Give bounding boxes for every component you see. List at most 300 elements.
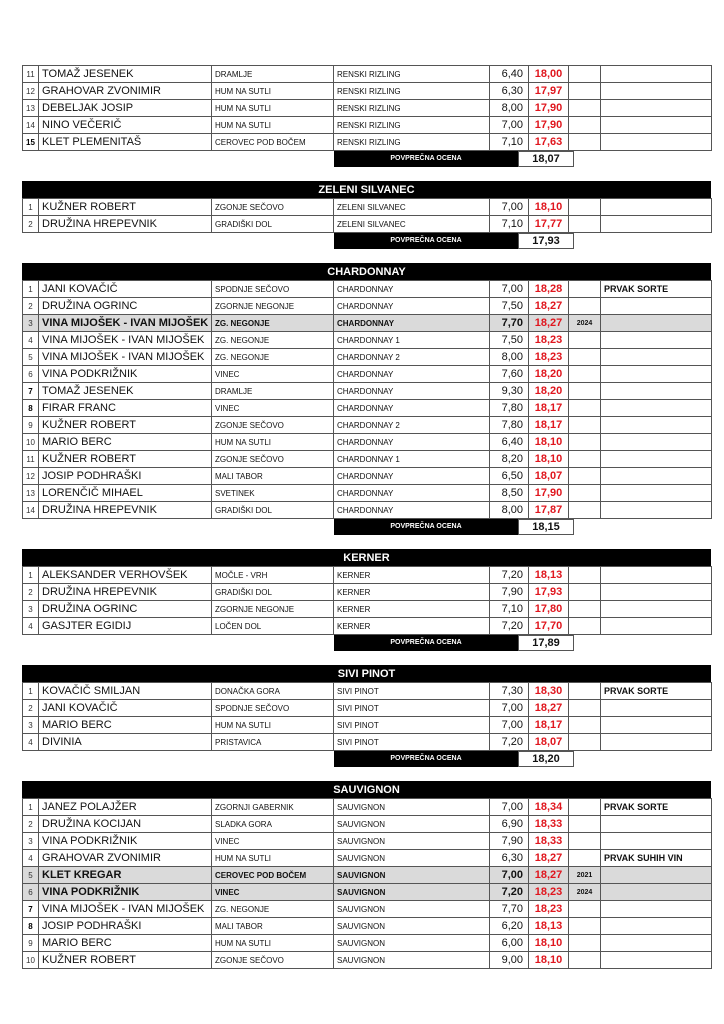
wine-score: 18,23 (529, 884, 569, 901)
wine-score: 18,17 (529, 400, 569, 417)
producer-name: KUŽNER ROBERT (39, 199, 212, 216)
producer-place: ZGONJE SEČOVO (212, 417, 334, 434)
table-row (23, 451, 712, 468)
producer-name: VINA PODKRIŽNIK (39, 833, 212, 850)
wine-variety: SAUVIGNON (334, 884, 490, 901)
producer-place: HUM NA SUTLI (212, 717, 334, 734)
table-row (23, 216, 712, 233)
producer-name: KUŽNER ROBERT (39, 417, 212, 434)
row-number: 11 (23, 66, 39, 83)
award-label (601, 584, 712, 601)
producer-place: ZG. NEGONJE (212, 315, 334, 332)
alcohol-content: 9,30 (490, 383, 529, 400)
table-row (23, 683, 712, 700)
award-label (601, 434, 712, 451)
wine-variety: ZELENI SILVANEC (334, 216, 490, 233)
variety-header: SIVI PINOT (22, 665, 711, 682)
table-row (23, 134, 712, 151)
producer-place: HUM NA SUTLI (212, 935, 334, 952)
wine-variety: SIVI PINOT (334, 717, 490, 734)
alcohol-content: 7,10 (490, 601, 529, 618)
wine-score: 18,13 (529, 567, 569, 584)
vintage-year (569, 918, 601, 935)
alcohol-content: 7,00 (490, 117, 529, 134)
vintage-year (569, 83, 601, 100)
wine-variety: SAUVIGNON (334, 952, 490, 969)
award-label (601, 451, 712, 468)
producer-name: JANI KOVAČIČ (39, 281, 212, 298)
alcohol-content: 7,80 (490, 400, 529, 417)
producer-name: VINA MIJOŠEK - IVAN MIJOŠEK (39, 349, 212, 366)
award-label (601, 502, 712, 519)
award-label (601, 734, 712, 751)
award-label (601, 918, 712, 935)
wine-variety: SIVI PINOT (334, 700, 490, 717)
alcohol-content: 8,00 (490, 100, 529, 117)
award-label (601, 935, 712, 952)
row-number: 1 (23, 567, 39, 584)
producer-place: HUM NA SUTLI (212, 117, 334, 134)
row-number: 12 (23, 468, 39, 485)
row-number: 2 (23, 816, 39, 833)
row-number: 1 (23, 799, 39, 816)
wine-score: 17,90 (529, 100, 569, 117)
row-number: 7 (23, 383, 39, 400)
row-number: 4 (23, 850, 39, 867)
producer-place: HUM NA SUTLI (212, 83, 334, 100)
alcohol-content: 7,00 (490, 199, 529, 216)
vintage-year (569, 216, 601, 233)
average-score: 18,15 (518, 519, 574, 535)
table-row (23, 66, 712, 83)
vintage-year (569, 717, 601, 734)
table-row (23, 332, 712, 349)
producer-name: TOMAŽ JESENEK (39, 383, 212, 400)
alcohol-content: 8,00 (490, 502, 529, 519)
award-label (601, 383, 712, 400)
producer-name: DRUŽINA HREPEVNIK (39, 216, 212, 233)
table-row (23, 315, 712, 332)
table-row (23, 199, 712, 216)
wine-variety: CHARDONNAY 2 (334, 349, 490, 366)
vintage-year (569, 349, 601, 366)
alcohol-content: 7,80 (490, 417, 529, 434)
wine-variety: SAUVIGNON (334, 901, 490, 918)
alcohol-content: 8,20 (490, 451, 529, 468)
table-row (23, 468, 712, 485)
producer-place: ZG. NEGONJE (212, 332, 334, 349)
table-row (23, 850, 712, 867)
results-table (22, 682, 712, 751)
wine-variety: KERNER (334, 618, 490, 635)
row-number: 9 (23, 935, 39, 952)
table-row (23, 100, 712, 117)
producer-place: DRAMLJE (212, 383, 334, 400)
producer-place: VINEC (212, 833, 334, 850)
producer-name: JANEZ POLAJŽER (39, 799, 212, 816)
row-number: 3 (23, 601, 39, 618)
producer-place: ZGORNJE NEGONJE (212, 298, 334, 315)
average-row (22, 151, 711, 167)
award-label: PRVAK SORTE (601, 683, 712, 700)
wine-variety: CHARDONNAY (334, 315, 490, 332)
wine-score: 17,93 (529, 584, 569, 601)
table-row (23, 918, 712, 935)
award-label (601, 816, 712, 833)
wine-variety: SIVI PINOT (334, 734, 490, 751)
alcohol-content: 7,00 (490, 281, 529, 298)
average-row (22, 635, 711, 651)
wine-variety: SIVI PINOT (334, 683, 490, 700)
wine-variety: CHARDONNAY 2 (334, 417, 490, 434)
row-number: 1 (23, 199, 39, 216)
producer-name: DRUŽINA HREPEVNIK (39, 584, 212, 601)
vintage-year (569, 451, 601, 468)
wine-score: 18,20 (529, 383, 569, 400)
wine-score: 18,13 (529, 918, 569, 935)
table-row (23, 281, 712, 298)
variety-section (22, 181, 711, 249)
wine-variety: SAUVIGNON (334, 850, 490, 867)
vintage-year (569, 199, 601, 216)
alcohol-content: 6,40 (490, 66, 529, 83)
vintage-year: 2024 (569, 315, 601, 332)
alcohol-content: 7,20 (490, 884, 529, 901)
row-number: 9 (23, 417, 39, 434)
award-label (601, 468, 712, 485)
wine-score: 18,23 (529, 349, 569, 366)
table-row (23, 366, 712, 383)
vintage-year (569, 66, 601, 83)
wine-variety: SAUVIGNON (334, 935, 490, 952)
table-row (23, 349, 712, 366)
wine-score: 18,30 (529, 683, 569, 700)
award-label (601, 952, 712, 969)
row-number: 2 (23, 216, 39, 233)
producer-place: VINEC (212, 884, 334, 901)
producer-place: VINEC (212, 366, 334, 383)
row-number: 4 (23, 734, 39, 751)
wine-score: 18,23 (529, 901, 569, 918)
row-number: 6 (23, 366, 39, 383)
row-number: 12 (23, 83, 39, 100)
producer-place: DRAMLJE (212, 66, 334, 83)
row-number: 5 (23, 349, 39, 366)
wine-score: 18,10 (529, 935, 569, 952)
results-table (22, 798, 712, 969)
wine-score: 18,10 (529, 199, 569, 216)
producer-place: SLADKA GORA (212, 816, 334, 833)
table-row (23, 901, 712, 918)
variety-section (22, 665, 711, 767)
wine-variety: RENSKI RIZLING (334, 83, 490, 100)
wine-variety: RENSKI RIZLING (334, 134, 490, 151)
producer-place: CEROVEC POD BOČEM (212, 134, 334, 151)
vintage-year (569, 567, 601, 584)
producer-name: JANI KOVAČIČ (39, 700, 212, 717)
producer-name: MARIO BERC (39, 717, 212, 734)
variety-section (22, 65, 711, 167)
average-label: POVPREČNA OCENA (334, 151, 518, 167)
wine-score: 18,23 (529, 332, 569, 349)
wine-score: 18,20 (529, 366, 569, 383)
row-number: 8 (23, 400, 39, 417)
vintage-year (569, 683, 601, 700)
alcohol-content: 7,00 (490, 717, 529, 734)
row-number: 3 (23, 833, 39, 850)
wine-variety: CHARDONNAY (334, 366, 490, 383)
award-label: PRVAK SORTE (601, 799, 712, 816)
table-row (23, 434, 712, 451)
alcohol-content: 7,30 (490, 683, 529, 700)
alcohol-content: 7,10 (490, 134, 529, 151)
alcohol-content: 7,10 (490, 216, 529, 233)
alcohol-content: 7,60 (490, 366, 529, 383)
alcohol-content: 6,20 (490, 918, 529, 935)
row-number: 13 (23, 485, 39, 502)
results-table (22, 65, 712, 151)
table-row (23, 83, 712, 100)
wine-score: 17,80 (529, 601, 569, 618)
producer-place: ZG. NEGONJE (212, 901, 334, 918)
producer-place: SPODNJE SEČOVO (212, 700, 334, 717)
producer-place: CEROVEC POD BOČEM (212, 867, 334, 884)
producer-name: MARIO BERC (39, 434, 212, 451)
alcohol-content: 7,00 (490, 700, 529, 717)
wine-variety: KERNER (334, 601, 490, 618)
producer-name: TOMAŽ JESENEK (39, 66, 212, 83)
producer-name: GRAHOVAR ZVONIMIR (39, 83, 212, 100)
average-row (22, 233, 711, 249)
alcohol-content: 7,00 (490, 867, 529, 884)
award-label (601, 833, 712, 850)
producer-name: DIVINIA (39, 734, 212, 751)
variety-section (22, 549, 711, 651)
alcohol-content: 7,00 (490, 799, 529, 816)
wine-variety: RENSKI RIZLING (334, 66, 490, 83)
average-score: 17,89 (518, 635, 574, 651)
results-table (22, 198, 712, 233)
wine-results-document (22, 65, 711, 969)
wine-score: 18,28 (529, 281, 569, 298)
producer-name: KUŽNER ROBERT (39, 451, 212, 468)
row-number: 2 (23, 700, 39, 717)
table-row (23, 502, 712, 519)
table-row (23, 734, 712, 751)
award-label (601, 332, 712, 349)
award-label (601, 216, 712, 233)
producer-place: MALI TABOR (212, 918, 334, 935)
producer-place: HUM NA SUTLI (212, 434, 334, 451)
wine-variety: SAUVIGNON (334, 816, 490, 833)
table-row (23, 584, 712, 601)
alcohol-content: 6,30 (490, 850, 529, 867)
average-label: POVPREČNA OCENA (334, 233, 518, 249)
vintage-year (569, 601, 601, 618)
wine-variety: SAUVIGNON (334, 918, 490, 935)
alcohol-content: 8,50 (490, 485, 529, 502)
vintage-year (569, 134, 601, 151)
vintage-year (569, 485, 601, 502)
producer-place: LOČEN DOL (212, 618, 334, 635)
vintage-year (569, 100, 601, 117)
producer-place: GRADIŠKI DOL (212, 502, 334, 519)
alcohol-content: 7,20 (490, 567, 529, 584)
producer-place: VINEC (212, 400, 334, 417)
producer-name: NINO VEČERIČ (39, 117, 212, 134)
row-number: 1 (23, 281, 39, 298)
wine-variety: SAUVIGNON (334, 799, 490, 816)
award-label (601, 867, 712, 884)
table-row (23, 952, 712, 969)
producer-name: VINA MIJOŠEK - IVAN MIJOŠEK (39, 901, 212, 918)
wine-variety: CHARDONNAY 1 (334, 332, 490, 349)
average-score: 17,93 (518, 233, 574, 249)
vintage-year (569, 700, 601, 717)
wine-score: 17,90 (529, 485, 569, 502)
row-number: 3 (23, 717, 39, 734)
average-score: 18,07 (518, 151, 574, 167)
wine-variety: ZELENI SILVANEC (334, 199, 490, 216)
producer-name: KOVAČIČ SMILJAN (39, 683, 212, 700)
award-label (601, 618, 712, 635)
producer-name: KUŽNER ROBERT (39, 952, 212, 969)
table-row (23, 400, 712, 417)
producer-name: DEBELJAK JOSIP (39, 100, 212, 117)
wine-variety: SAUVIGNON (334, 833, 490, 850)
producer-name: ALEKSANDER VERHOVŠEK (39, 567, 212, 584)
wine-score: 17,63 (529, 134, 569, 151)
award-label (601, 601, 712, 618)
producer-name: VINA MIJOŠEK - IVAN MIJOŠEK (39, 315, 212, 332)
award-label (601, 315, 712, 332)
table-row (23, 567, 712, 584)
producer-place: SVETINEK (212, 485, 334, 502)
producer-name: JOSIP PODHRAŠKI (39, 468, 212, 485)
alcohol-content: 6,30 (490, 83, 529, 100)
producer-name: DRUŽINA OGRINC (39, 298, 212, 315)
variety-section (22, 263, 711, 535)
wine-score: 18,10 (529, 434, 569, 451)
row-number: 6 (23, 884, 39, 901)
row-number: 7 (23, 901, 39, 918)
table-row (23, 867, 712, 884)
wine-score: 17,70 (529, 618, 569, 635)
producer-place: ZGONJE SEČOVO (212, 952, 334, 969)
wine-score: 18,27 (529, 700, 569, 717)
wine-variety: SAUVIGNON (334, 867, 490, 884)
vintage-year (569, 901, 601, 918)
row-number: 5 (23, 867, 39, 884)
alcohol-content: 7,70 (490, 901, 529, 918)
producer-place: GRADIŠKI DOL (212, 584, 334, 601)
producer-name: VINA MIJOŠEK - IVAN MIJOŠEK (39, 332, 212, 349)
table-row (23, 700, 712, 717)
wine-score: 18,27 (529, 850, 569, 867)
vintage-year (569, 618, 601, 635)
row-number: 4 (23, 332, 39, 349)
alcohol-content: 6,40 (490, 434, 529, 451)
producer-place: ZGORNJI GABERNIK (212, 799, 334, 816)
alcohol-content: 9,00 (490, 952, 529, 969)
table-row (23, 717, 712, 734)
table-row (23, 884, 712, 901)
wine-score: 18,27 (529, 298, 569, 315)
award-label (601, 901, 712, 918)
row-number: 3 (23, 315, 39, 332)
alcohol-content: 6,50 (490, 468, 529, 485)
row-number: 8 (23, 918, 39, 935)
vintage-year (569, 799, 601, 816)
vintage-year (569, 584, 601, 601)
average-score: 18,20 (518, 751, 574, 767)
table-row (23, 618, 712, 635)
wine-variety: CHARDONNAY (334, 502, 490, 519)
alcohol-content: 7,90 (490, 584, 529, 601)
variety-header: KERNER (22, 549, 711, 566)
wine-variety: CHARDONNAY (334, 383, 490, 400)
producer-name: JOSIP PODHRAŠKI (39, 918, 212, 935)
vintage-year (569, 734, 601, 751)
producer-place: MALI TABOR (212, 468, 334, 485)
alcohol-content: 7,50 (490, 332, 529, 349)
row-number: 14 (23, 117, 39, 134)
alcohol-content: 8,00 (490, 349, 529, 366)
wine-score: 17,97 (529, 83, 569, 100)
row-number: 4 (23, 618, 39, 635)
producer-name: FIRAR FRANC (39, 400, 212, 417)
table-row (23, 935, 712, 952)
vintage-year (569, 850, 601, 867)
award-label (601, 485, 712, 502)
award-label (601, 349, 712, 366)
vintage-year (569, 366, 601, 383)
award-label (601, 66, 712, 83)
wine-score: 18,10 (529, 451, 569, 468)
award-label: PRVAK SUHIH VIN (601, 850, 712, 867)
vintage-year (569, 468, 601, 485)
producer-place: PRISTAVICA (212, 734, 334, 751)
award-label (601, 417, 712, 434)
wine-score: 18,00 (529, 66, 569, 83)
row-number: 11 (23, 451, 39, 468)
producer-name: VINA PODKRIŽNIK (39, 884, 212, 901)
results-table (22, 280, 712, 519)
producer-place: SPODNJE SEČOVO (212, 281, 334, 298)
award-label (601, 100, 712, 117)
vintage-year (569, 816, 601, 833)
award-label (601, 134, 712, 151)
wine-score: 18,07 (529, 734, 569, 751)
vintage-year (569, 833, 601, 850)
row-number: 14 (23, 502, 39, 519)
wine-variety: CHARDONNAY (334, 281, 490, 298)
wine-variety: CHARDONNAY (334, 468, 490, 485)
award-label (601, 700, 712, 717)
vintage-year (569, 434, 601, 451)
producer-place: HUM NA SUTLI (212, 850, 334, 867)
alcohol-content: 7,20 (490, 618, 529, 635)
alcohol-content: 6,00 (490, 935, 529, 952)
wine-score: 18,10 (529, 952, 569, 969)
producer-name: DRUŽINA HREPEVNIK (39, 502, 212, 519)
wine-variety: CHARDONNAY (334, 485, 490, 502)
average-label: POVPREČNA OCENA (334, 519, 518, 535)
variety-header: ZELENI SILVANEC (22, 181, 711, 198)
table-row (23, 601, 712, 618)
average-label: POVPREČNA OCENA (334, 635, 518, 651)
award-label (601, 298, 712, 315)
